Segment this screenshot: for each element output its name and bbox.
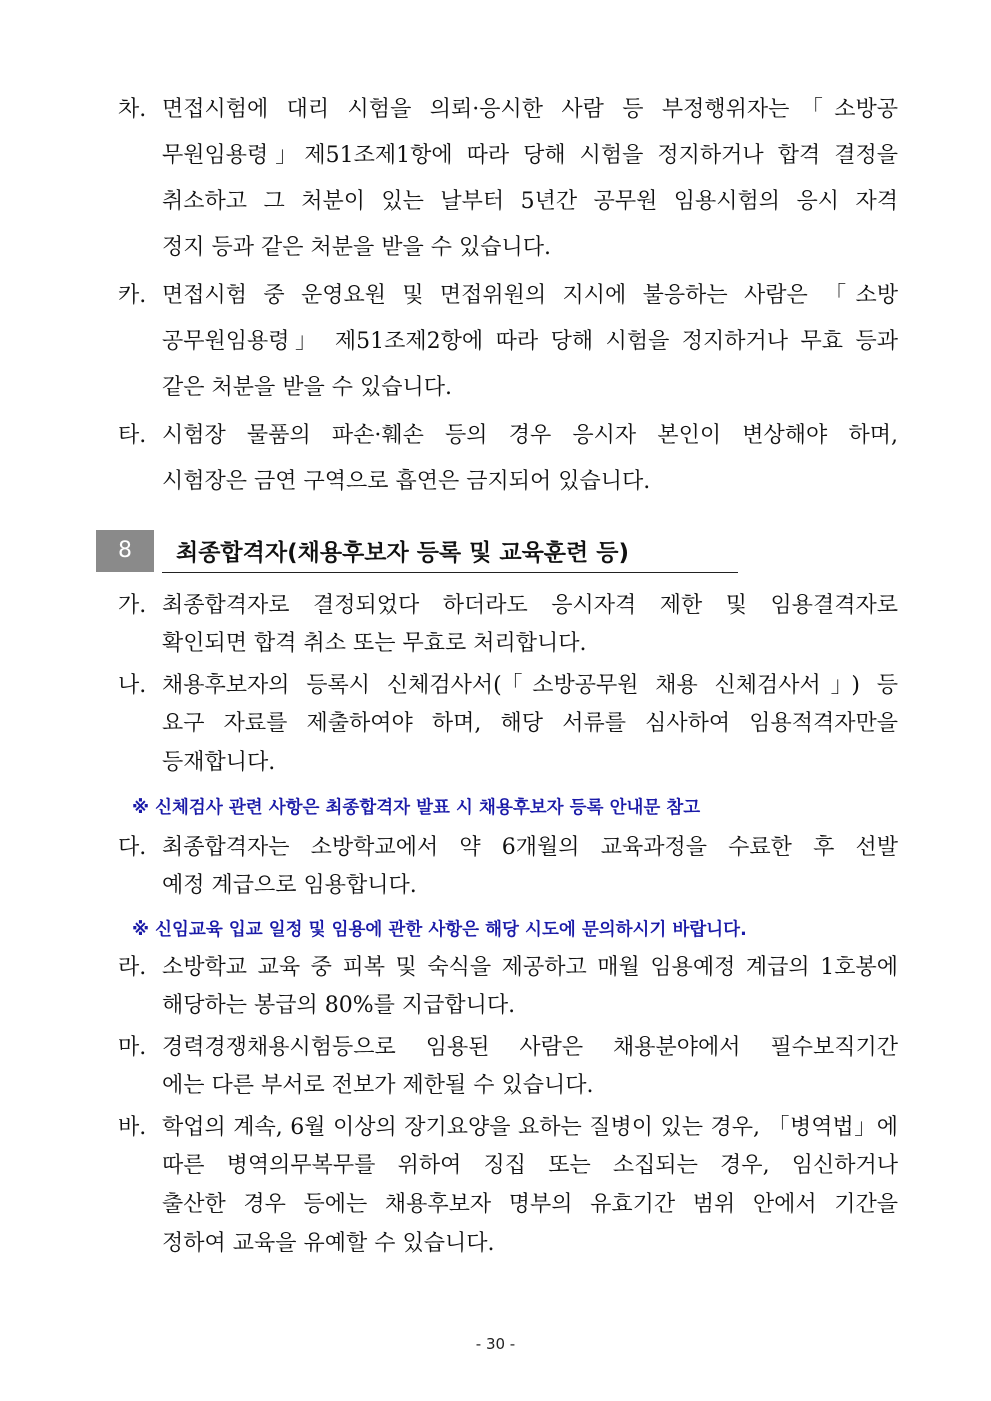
page-number: - 30 - (475, 1335, 516, 1353)
item-marker: 나. (118, 673, 147, 698)
item-line: 해당하는 봉급의 80%를 지급합니다. (162, 993, 516, 1018)
item-line: 따른 병역의무복무를 위하여 징집 또는 소집되는 경우, 임신하거나 (162, 1153, 898, 1178)
section-number: 8 (96, 530, 154, 572)
item-line: 공무원임용령」 제51조제2항에 따라 당해 시험을 정지하거나 무효 등과 (162, 329, 898, 354)
item-line: 요구 자료를 제출하여야 하며, 해당 서류를 심사하여 임용적격자만을 (162, 711, 898, 736)
item-line: 무원임용령」제51조제1항에 따라 당해 시험을 정지하거나 합격 결정을 (162, 143, 898, 168)
item-line: 정지 등과 같은 처분을 받을 수 있습니다. (162, 235, 551, 260)
section-title: 최종합격자(채용후보자 등록 및 교육훈련 등) (176, 540, 629, 566)
section-underline (162, 572, 738, 573)
item-marker: 라. (118, 955, 147, 980)
item-line: 확인되면 합격 취소 또는 무효로 처리합니다. (162, 631, 587, 656)
item-line: 면접시험 중 운영요원 및 면접위원의 지시에 불응하는 사람은 「소방 (162, 283, 898, 308)
section-heading (96, 530, 738, 576)
item-line: 소방학교 교육 중 피복 및 숙식을 제공하고 매월 임용예정 계급의 1호봉에 (162, 955, 898, 980)
note-physical-exam: ※ 신체검사 관련 사항은 최종합격자 발표 시 채용후보자 등록 안내문 참고 (132, 798, 701, 818)
item-marker: 타. (118, 423, 147, 448)
item-line: 정하여 교육을 유예할 수 있습니다. (162, 1231, 495, 1256)
item-marker: 바. (118, 1115, 147, 1140)
item-line: 같은 처분을 받을 수 있습니다. (162, 375, 452, 400)
item-line: 채용후보자의 등록시 신체검사서(「소방공무원 채용 신체검사서」) 등 (162, 673, 898, 698)
item-line: 시험장 물품의 파손·훼손 등의 경우 응시자 본인이 변상해야 하며, (162, 423, 898, 448)
item-line: 최종합격자로 결정되었다 하더라도 응시자격 제한 및 임용결격자로 (162, 593, 898, 618)
item-marker: 마. (118, 1035, 147, 1060)
item-marker: 차. (118, 97, 147, 122)
item-line: 면접시험에 대리 시험을 의뢰·응시한 사람 등 부정행위자는「소방공 (162, 97, 898, 122)
item-line: 최종합격자는 소방학교에서 약 6개월의 교육과정을 수료한 후 선발 (162, 835, 898, 860)
item-line: 출산한 경우 등에는 채용후보자 명부의 유효기간 범위 안에서 기간을 (162, 1192, 898, 1217)
item-marker: 가. (118, 593, 147, 618)
item-line: 취소하고 그 처분이 있는 날부터 5년간 공무원 임용시험의 응시 자격 (162, 189, 898, 214)
item-line: 경력경쟁채용시험등으로 임용된 사람은 채용분야에서 필수보직기간 (162, 1035, 898, 1060)
item-marker: 다. (118, 835, 147, 860)
item-line: 등재합니다. (162, 750, 276, 775)
item-line: 에는 다른 부서로 전보가 제한될 수 있습니다. (162, 1073, 594, 1098)
item-line: 예정 계급으로 임용합니다. (162, 873, 417, 898)
item-line: 학업의 계속, 6월 이상의 장기요양을 요하는 질병이 있는 경우, 「병역법」에 (162, 1115, 898, 1140)
item-line: 시험장은 금연 구역으로 흡연은 금지되어 있습니다. (162, 469, 651, 494)
note-training-schedule: ※ 신임교육 입교 일정 및 임용에 관한 사항은 해당 시도에 문의하시기 바랍니다. (132, 920, 747, 940)
item-marker: 카. (118, 283, 147, 308)
